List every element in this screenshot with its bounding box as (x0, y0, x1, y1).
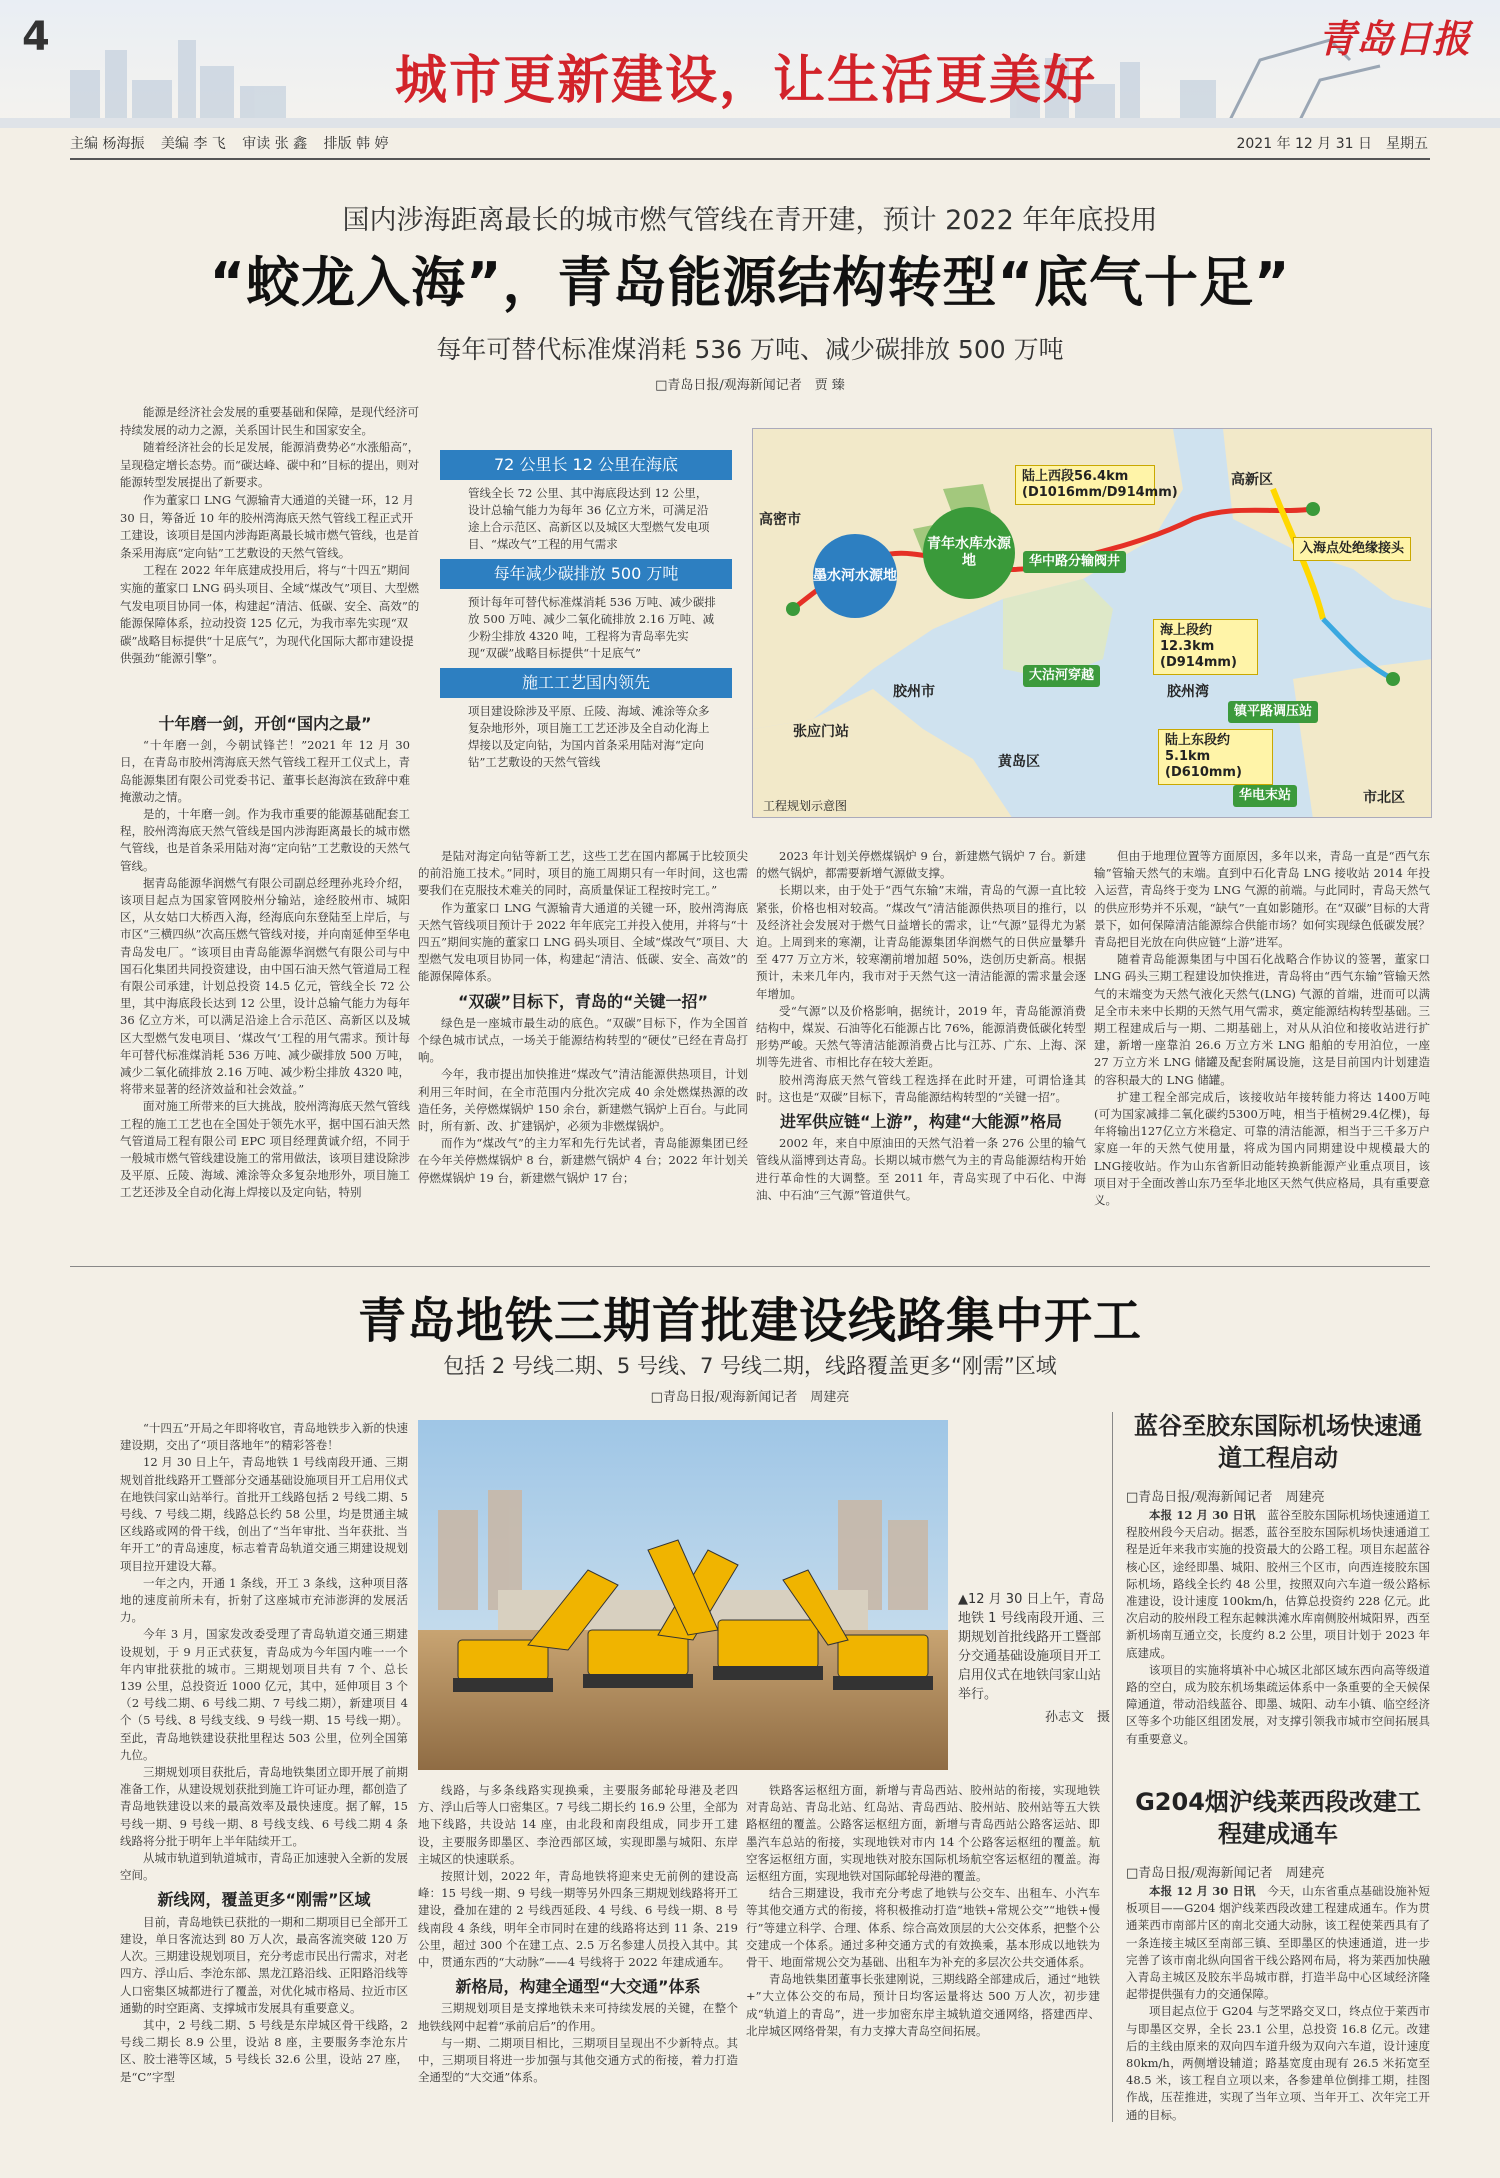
fact-box-title: 72 公里长 12 公里在海底 (440, 450, 732, 480)
sidebar-story-2-byline: □青岛日报/观海新闻记者 周建亮 (1126, 1866, 1325, 1881)
map-label: 黄岛区 (998, 754, 1040, 770)
section-heading: 进军供应链“上游”，构建“大能源”格局 (779, 1112, 1063, 1132)
body-paragraph: 蓝谷至胶东国际机场快速通道工程胶州段今天启动。据悉，蓝谷至胶东国际机场快速通道工程是近年来我市实施的投资最大的公路工程。项目东起蓝谷核心区，途经即墨、城阳、胶州三个区市，向西连接胶东国际机场，路线全长约 48 公里，按照双向六车道一级公路标准建设，设计速度 100km/h，估算总投资约 228 亿元。此次启动的胶州段工程东起棘洪滩水库南侧胶州城阳界，西至新机场南互通立交，长度约 8.2 公里，项目计划于 2023 年底建成。 (1126, 1508, 1430, 1660)
body-paragraph: 作为董家口 LNG 气源输青大通道的关键一环，胶州湾海底天然气管线项目预计于 2022 年年底完工并投入使用，并将与“十四五”期间实施的董家口 LNG 码头项目、全域“煤改气”项目、大型燃气发电项目协同一体，构建起“清洁、低碳、安全、高效”的能源保障体系。 (418, 900, 748, 984)
fact-box-body: 项目建设除涉及平原、丘陵、海域、滩涂等众多复杂地形外，项目施工工艺还涉及全自动化海上焊接以及定向钻，为国内首条采用陆对海“定向钻”工艺敷设的天然气管线 (468, 704, 710, 769)
photo-caption (958, 1590, 1110, 1780)
body-paragraph: 受“气源”以及价格影响，据统计，2019 年，青岛能源消费结构中，煤炭、石油等化石能源占比 76%，能源消费低碳化转型形势严峻。天然气等清洁能源消费占比与江苏、广东、上海、深圳等先进省、市相比存在较大差距。 (756, 1003, 1086, 1070)
page-number: 4 (22, 14, 50, 60)
map-caption: 工程规划示意图 (763, 799, 848, 813)
sidebar-story-2-body (1126, 1883, 1430, 2131)
sidebar-story-1-dateline: 本报 12 月 30 日讯 (1149, 1508, 1256, 1522)
map-label: 墨水河水源地 (813, 534, 897, 618)
sidebar-story-1-body (1126, 1507, 1430, 1787)
credit-editor: 主编 杨海振 (70, 136, 145, 152)
map-label: 高密市 (759, 512, 801, 528)
article1-column-1 (120, 708, 410, 1258)
body-paragraph: 铁路客运枢纽方面，新增与青岛西站、胶州站的衔接，实现地铁对青岛站、青岛北站、红岛站、青岛西站、胶州站、胶州站等五大铁路枢纽的覆盖。公路客运枢纽方面，新增与青岛西站公路客运站、即墨汽车总站的衔接，实现地铁对市内 14 个公路客运枢纽的覆盖。航空客运枢纽方面，实现地铁对胶东国际机场航空客运枢纽的覆盖。海运枢纽方面，实现地铁对国际邮轮母港的覆盖。 (746, 1783, 1100, 1884)
body-paragraph: 目前，青岛地铁已获批的一期和二期项目已全部开工建设，单日客流达到 80 万人次，最高客流突破 120 万人次。三期建设规划项目，充分考虑市民出行需求，对老四方、浮山后、李沧东部、黑龙江路沿线、正阳路沿线等人口密集区城都进行了覆盖，对优化城市格局、拉近市区通勤的时空距离、支撑城市发展具有重要意义。 (120, 1914, 408, 2015)
article1-lead (120, 404, 420, 700)
photo-credit: 孙志文 摄 (1044, 1710, 1110, 1725)
lead-paragraph: “十四五”开局之年即将收官，青岛地铁步入新的快速建设期，交出了“项目落地年”的精彩答卷！ (120, 1421, 408, 1453)
map-label: 市北区 (1363, 790, 1405, 806)
lead-paragraph: 12 月 30 日上午，青岛地铁 1 号线南段开通、三期规划首批线路开工暨部分交通基础设施项目开工启用仪式在地铁闫家山站举行。首批开工线路包括 2 号线二期、5 号线、7 号线二期，线路总长约 58 公里，均是贯通主城区线路或网的骨干线，创出了“当年审批、当年获批、当年开工”的青岛速度，标志着青岛轨道交通三期建设规划项目拉开建设大幕。 (120, 1455, 408, 1573)
section-divider (70, 1266, 1430, 1267)
sidebar-story-2-title: G204烟沪线莱西段改建工程建成通车 (1135, 1788, 1421, 1848)
lead-paragraph: 随着经济社会的长足发展，能源消费势必“水涨船高”，呈现稳定增长态势。而“碳达峰、碳中和”目标的提出，则对能源转型发展提出了新要求。 (120, 440, 420, 490)
fact-box-body: 管线全长 72 公里、其中海底段达到 12 公里，设计总输气能力为每年 36 亿立方米，可满足沿途上合示范区、高新区以及城区大型燃气发电项目、“煤改气”工程的用气需求 (468, 486, 710, 551)
body-paragraph: 今年，我市提出加快推进“煤改气”清洁能源供热项目，计划利用三年时间，在全市范围内分批次完成 40 余处燃煤热源的改造任务，关停燃煤锅炉 150 余台，新建燃气锅炉上百台。与此同时，所有新、改、扩建锅炉，必须为非燃煤锅炉。 (418, 1067, 748, 1134)
credit-designer: 美编 李 飞 (160, 136, 226, 152)
body-paragraph: 项目起点位于 G204 与芝罘路交叉口，终点位于莱西市与即墨区交界，全长 23.1 公里，总投资 16.8 亿元。改建后的主线由原来的双向四车道升级为双向六车道，设计速度 80km/h，两侧增设辅道；路基宽度由现有 26.5 米拓宽至 48.5 米，该工程自立项以来，各参建单位倒排工期，挂图作战，压茬推进，实现了当年立项、当年开工、次年完工开通的目标。 (1126, 2004, 1430, 2122)
body-paragraph: 胶州湾海底天然气管线工程选择在此时开建，可谓恰逢其时。这也是“双碳”目标下，青岛能源结构转型的“关键一招”。 (756, 1072, 1086, 1104)
body-paragraph: 扩建工程全部完成后，该接收站年接转能力将达 1400万吨(可为国家减排二氧化碳约5300万吨，相当于植树29.4亿棵)，每年将输出127亿立方米稳定、可靠的清洁能源，相当于三千多万户家庭一年的天然气使用量，将成为国内同期建设中规模最大的LNG接收站。作为山东省新旧动能转换新能源产业重点项目，该项目对于全面改善山东乃至华北地区天然气供应格局，具有重要意义。 (1094, 1089, 1430, 1208)
body-paragraph: 按照计划，2022 年，青岛地铁将迎来史无前例的建设高峰：15 号线一期、9 号线一期等另外四条三期规划线路将开工建设，叠加在建的 2 号线西延段、4 号线、6 号线一期、8 号线南段 4 条线，明年全市同时在建的线路将达到 11 条、219 公里，超过 300 个在建工点、2.5 万名参建人员投入其中。其中，贯通东西的“大动脉”——4 号线将于 2022 年建成通车。 (418, 1869, 738, 1970)
map-label: 海上段约12.3km (D914mm) (1153, 619, 1258, 675)
body-paragraph: 今天，山东省重点基础设施补短板项目——G204 烟沪线莱西段改建工程建成通车。作为贯通莱西市南部片区的南北交通大动脉，该工程使莱西具有了一条连接主城区至南部三镇、至即墨区的快速通道，进一步完善了该市南北纵向国省干线公路网布局，将为莱西加快融入青岛主城区及胶东半岛城市群，打造半岛中心区域经济隆起带提供强有力的交通保障。 (1126, 1884, 1430, 2002)
issue-date: 2021 年 12 月 31 日 星期五 (1236, 136, 1428, 152)
map-label: 陆上东段约5.1km (D610mm) (1158, 729, 1273, 785)
article1-kicker: 国内涉海距离最长的城市燃气管线在青开建，预计 2022 年年底投用 (342, 205, 1158, 236)
page-banner: 城市更新建设，让生活更美好 (395, 51, 1098, 111)
photo-caption-text: ▲12 月 30 日上午，青岛地铁 1 号线南段开通、三期规划首批线路开工暨部分交通基础设施项目开工启用仪式在地铁闫家山站举行。 (958, 1592, 1105, 1702)
map-label: 高新区 (1231, 472, 1273, 488)
section-heading: 新格局，构建全通型“大交通”体系 (455, 1977, 701, 1997)
lead-paragraph: 能源是经济社会发展的重要基础和保障，是现代经济可持续发展的动力之源，关系国计民生和国家安全。 (120, 405, 419, 437)
article2-byline: □青岛日报/观海新闻记者 周建亮 (650, 1390, 850, 1405)
body-paragraph: 绿色是一座城市最生动的底色。“双碳”目标下，作为全国首个绿色城市试点，一场关于能源结构转型的“硬仗”已经在青岛打响。 (418, 1015, 748, 1065)
map-label: 陆上西段56.4km (D1016mm/D914mm) (1015, 465, 1155, 505)
newspaper-logo: 青岛日报 (1317, 16, 1470, 61)
article1-column-4 (1094, 848, 1430, 1258)
article2-title: 青岛地铁三期首批建设线路集中开工 (357, 1293, 1142, 1349)
map-label: 华中路分输阀井 (1023, 551, 1126, 573)
fact-boxes (440, 450, 732, 777)
masthead (0, 0, 1500, 128)
article1-subtitle: 每年可替代标准煤消耗 536 万吨、减少碳排放 500 万吨 (436, 335, 1064, 364)
article1-column-3 (756, 848, 1086, 1258)
body-paragraph: “十年磨一剑，今朝试锋芒！”2021 年 12 月 30 日，在青岛市胶州湾海底天然气管线工程开工仪式上，青岛能源集团有限公司党委书记、董事长赵海滨在致辞中难掩激动之情。 (120, 738, 410, 804)
body-paragraph: 三期规划项目是支撑地铁未来可持续发展的关键，在整个地铁线网中起着“承前启后”的作用。 (418, 2001, 738, 2033)
fact-box-title: 施工工艺国内领先 (440, 668, 732, 698)
pipeline-route-map (752, 428, 1432, 818)
body-paragraph: 是的，十年磨一剑。作为我市重要的能源基础配套工程，胶州湾海底天然气管线是国内涉海距离最长的城市燃气管线，也是首条采用陆对海“定向钻”工艺敷设的天然气管线。 (120, 807, 410, 873)
credit-layout: 排版 韩 婷 (323, 136, 389, 152)
body-paragraph: 随着青岛能源集团与中国石化战略合作协议的签署，董家口 LNG 码头三期工程建设加快推进，青岛将由“西气东输”管输天然气的末端变为天然气液化天然气(LNG) 气源的首端，进而可以满足全市未来中长期的天然气用气需求，奠定能源结构转型基础。三期工程建成后与一期、二期基础上，对从从泊位和接收站进行扩建，新增一座靠泊 26.6 万立方米 LNG 船舶的专用泊位，一座 27 万立方米 LNG 储罐及配套附属设施，这是目前国内计划建造的容积最大的 LNG 储罐。 (1094, 952, 1430, 1087)
sidebar-story-1-byline: □青岛日报/观海新闻记者 周建亮 (1126, 1490, 1325, 1505)
body-paragraph: 结合三期建设，我市充分考虑了地铁与公交车、出租车、小汽车等其他交通方式的衔接，将积极推动打造“地铁+常规公交”“地铁+慢行”等建立科学、合理、体系、综合高效顶层的大公交体系，把整个公交建成一个体系。通过多种交通方式的有效换乘，基本形成以地铁为骨干、地面常规公交为基础、出租车为补充的多层次公共交通体系。 (746, 1886, 1100, 1970)
sidebar-story-2 (1126, 1786, 1430, 2131)
sidebar-divider (1112, 1412, 1113, 2122)
body-paragraph: 与一期、二期项目相比，三期项目呈现出不少新特点。其中，三期项目将进一步加强与其他交通方式的衔接，着力打造全通型的“大交通”体系。 (418, 2035, 738, 2085)
article2-subtitle: 包括 2 号线二期、5 号线、7 号线二期，线路覆盖更多“刚需”区域 (443, 1354, 1057, 1378)
header-rule (70, 158, 1430, 160)
excavators-photo (418, 1420, 948, 1770)
construction-photo (418, 1420, 948, 1770)
section-heading: “双碳”目标下，青岛的“关键一招” (457, 991, 709, 1011)
sidebar-story-2-dateline: 本报 12 月 30 日讯 (1149, 1884, 1256, 1898)
body-paragraph: 是陆对海定向钻等新工艺，这些工艺在国内都属于比较顶尖的前沿施工技术。”同时，项目的施工周期只有一年时间，这也需要我们在克服技术难关的同时，高质量保证工程按时完工。” (418, 849, 748, 898)
fact-box-body: 预计每年可替代标准煤消耗 536 万吨、减少碳排放 500 万吨、减少二氧化硫排放 2.16 万吨、减少粉尘排放 4320 吨，工程将为青岛率先实现“双碳”战略目标提供“十足底气” (468, 595, 716, 660)
lead-paragraph: 一年之内，开通 1 条线，开工 3 条线，这种项目落地的速度前所未有，折射了这座城市充沛澎湃的发展活力。 (120, 1575, 408, 1625)
article1-column-2 (418, 848, 748, 1258)
map-label: 张应门站 (793, 724, 849, 740)
section-heading: 新线网，覆盖更多“刚需”区域 (157, 1890, 371, 1910)
fact-box-title: 每年减少碳排放 500 万吨 (440, 559, 732, 589)
map-label: 华电末站 (1233, 785, 1297, 807)
article1-title: “蛟龙入海”，青岛能源结构转型“底气十足” (209, 251, 1291, 314)
body-paragraph: 线路，与多条线路实现换乘，主要服务邮轮母港及老四方、浮山后等人口密集区。7 号线二期长约 16.9 公里，全部为地下线路，共设站 14 座，由北段和南段组成，同步开工建设，主要服务即墨区、李沧西部区域，实现即墨与城阳、东岸主城区的快速联系。 (418, 1783, 738, 1866)
article2-column-2 (418, 1782, 738, 2122)
sidebar-story-1-title: 蓝谷至胶东国际机场快速通道工程启动 (1134, 1412, 1422, 1472)
editorial-credits (70, 133, 401, 153)
lead-paragraph: 工程在 2022 年年底建成投用后，将与“十四五”期间实施的董家口 LNG 码头项目、全域“煤改气”项目、大型燃气发电项目协同一体，构建起“清洁、低碳、安全、高效”的能源保障体系，拉动投资 125 亿元，为我市率先实现“双碳”战略目标提供“十足底气”，为现代化国际大都市建设提供强劲“能源引擎”。 (120, 563, 420, 666)
body-paragraph: 但由于地理位置等方面原因，多年以来，青岛一直是“西气东输”管输天然气的末端。直到中石化青岛 LNG 接收站 2014 年投入运营，青岛终于变为 LNG 气源的前端。与此同时，青岛天然气的供应形势并不乐观，“缺气”一直如影随形。在“双碳”目标的大背景下，如何保障清洁能源综合供能市场？如何实现绿色低碳发展？青岛把目光放在向供应链“上游”进军。 (1094, 849, 1430, 950)
lead-paragraph: 从城市轨道到轨道城市，青岛正加速驶入全新的发展空间。 (120, 1851, 408, 1883)
body-paragraph: 面对施工所带来的巨大挑战，胶州湾海底天然气管线工程的施工工艺也在全国处于领先水平，据中国石油天然气管道局工程有限公司 EPC 项目经理黄诚介绍，不同于一般城市燃气管线建设施工的常用做法，该项目建设除涉及平原、丘陵、海域、滩涂等众多复杂地形外，项目施工工艺还涉及全自动化海上焊接以及定向钻，特别 (120, 1099, 410, 1200)
article1-byline: □青岛日报/观海新闻记者 贾 臻 (655, 378, 845, 393)
body-paragraph: 该项目的实施将填补中心城区北部区域东西向高等级道路的空白，成为胶东机场集疏运体系中一条重要的全天候保障通道，带动沿线蓝谷、即墨、城阳、动车小镇、临空经济区等多个功能区组团发展，对支撑引领我市城市空间拓展具有重要意义。 (1126, 1662, 1430, 1746)
body-paragraph: 长期以来，由于处于“西气东输”末端，青岛的气源一直比较紧张，价格也相对较高。“煤改气”清洁能源供热项目的推行，以及经济社会发展对于燃气日益增长的需求，让“气源”显得尤为紧迫。上周到来的寒潮，让青岛能源集团华润燃气的日供应量攀升至 477 万立方米，较寒潮前增加超 50%，迭创历史新高。根据预计，未来几年内，我市对于天然气这一清洁能源的需求量会逐年增加。 (756, 883, 1086, 1001)
article2-column-1 (120, 1420, 408, 2120)
body-paragraph: 而作为“煤改气”的主力军和先行先试者，青岛能源集团已经在今年关停燃煤锅炉 8 台，新建燃气锅炉 4 台；2022 年计划关停燃煤锅炉 19 台，新建燃气锅炉 17 台； (418, 1136, 748, 1185)
body-paragraph: 其中，2 号线二期、5 号线是东岸城区骨干线路，2 号线二期长 8.9 公里，设站 8 座，主要服务李沧东片区、胶士港等区域，5 号线长 32.6 公里，设站 27 座，是“C”字型 (120, 2017, 408, 2084)
credit-proofreader: 审读 张 鑫 (242, 136, 308, 152)
map-label: 胶州湾 (1167, 684, 1209, 700)
article2-column-3 (746, 1782, 1100, 2122)
map-label: 镇平路调压站 (1228, 701, 1318, 723)
body-paragraph: 2002 年，来自中原油田的天然气沿着一条 276 公里的输气管线从淄博到达青岛。长期以城市燃气为主的青岛能源结构开始进行革命性的大调整。至 2011 年，青岛实现了中石化、中海油、中石油“三气源”管道供气。 (756, 1136, 1086, 1202)
body-paragraph: 青岛地铁集团董事长张建刚说，三期线路全部建成后，通过“地铁+”大立体公交的布局，预计日均客运量将达 500 万人次，初步建成“轨道上的青岛”，进一步加密东岸主城轨道交通网络，搭建西岸、北岸城区网络骨架，有力支撑大青岛空间拓展。 (746, 1972, 1100, 2038)
sidebar-story-1 (1126, 1410, 1430, 1787)
body-paragraph: 2023 年计划关停燃煤锅炉 9 台，新建燃气锅炉 7 台。新建的燃气锅炉，都需要新增气源做支撑。 (756, 849, 1086, 881)
body-paragraph: 据青岛能源华润燃气有限公司副总经理孙兆玲介绍，该项目起点为国家管网胶州分输站，途经胶州市、城阳区，从女姑口大桥西入海，经海底向东登陆至上岸后，与市区“三横四纵”次高压燃气管线对接，并向南延伸至华电青岛发电厂。“该项目由青岛能源华润燃气有限公司与中国石化集团共同投资建设，由中国石油天然气管道局工程有限公司承建，计划总投资 14.5 亿元，管线全长 72 公里，其中海底段长达到 12 公里，设计总输气能力为每年 36 亿立方米，可以满足沿途上合示范区、高新区以及城区大型燃气发电项目、‘煤改气’工程的用气需求。预计每年可替代标准煤消耗 536 万吨、减少碳排放 500 万吨，减少二氧化硫排放 2.16 万吨、减少粉尘排放 4320 吨，将带来显著的经济效益和社会效益。” (120, 875, 410, 1097)
lead-paragraph: 作为董家口 LNG 气源输青大通道的关键一环，12 月 30 日，筹备近 10 年的胶州湾海底天然气管线工程正式开工建设，该项目是国内涉海距离最长城市燃气管线，也是首条采用海底“定向钻”工艺敷设的天然气管线。 (120, 492, 419, 560)
section-heading: 十年磨一剑，开创“国内之最” (158, 714, 372, 733)
map-label: 青年水库水源地 (923, 507, 1015, 599)
map-label: 胶州市 (893, 684, 935, 700)
lead-paragraph: 三期规划项目获批后，青岛地铁集团立即开展了前期准备工作，从建设规划获批到施工许可证办理，都创造了青岛地铁建设以来的最高效率及最快速度。据了解，15 号线一期、9 号线一期、8 号线支线、6 号线二期 4 条线路将分批于明年上半年陆续开工。 (120, 1765, 408, 1848)
lead-paragraph: 今年 3 月，国家发改委受理了青岛轨道交通三期建设规划，于 9 月正式获复，青岛成为今年国内唯一一个年内审批获批的城市。三期规划项目共有 7 个、总长 139 公里，总投资近 1000 亿元，其中，延伸项目 3 个（2 号线二期、6 号线二期、7 号线二期），新建项目 4 个（5 号线、8 号线支线、9 号线一期、15 号线一期）。至此，青岛地铁建设获批里程达 503 公里，位列全国第九位。 (120, 1627, 408, 1762)
map-label: 大沽河穿越 (1023, 665, 1100, 687)
map-label: 入海点处绝缘接头 (1293, 537, 1411, 561)
